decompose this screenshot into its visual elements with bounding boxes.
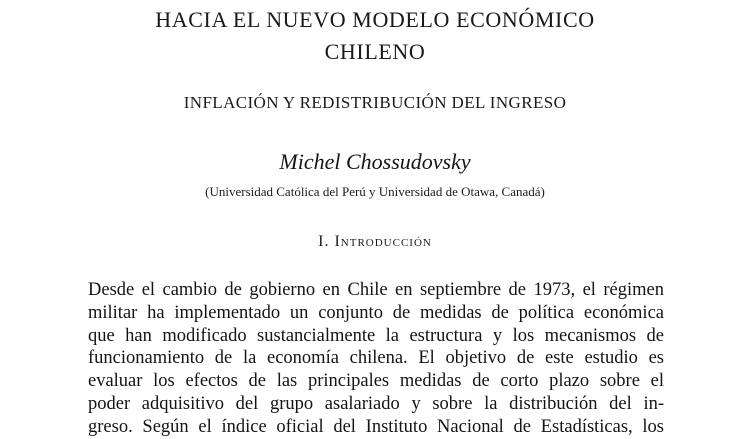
body-line: que han modificado sustancialmente la estructura y los mecanismos de (88, 325, 664, 346)
author-name: Michel Chossudovsky (279, 149, 471, 174)
body-paragraph (88, 279, 664, 439)
article-subtitle: INFLACIÓN Y REDISTRIBUCIÓN DEL INGRESO (183, 93, 567, 112)
article-title-line-2: CHILENO (324, 39, 426, 64)
body-line: militar ha implementado un conjunto de medidas de política económica (88, 302, 664, 323)
body-line: greso. Según el índice oficial del Instituto Nacional de Estadísticas, los (88, 416, 664, 437)
author-affiliation: (Universidad Católica del Perú y Universidad de Otawa, Canadá) (205, 184, 545, 199)
body-line: Desde el cambio de gobierno en Chile en septiembre de 1973, el régimen (88, 280, 664, 300)
section-heading: I. Introducción (318, 233, 432, 250)
body-line: funcionamiento de la economía chilena. El objetivo de este estudio es (88, 348, 664, 369)
article-title-line-1: HACIA EL NUEVO MODELO ECONÓMICO (155, 7, 595, 32)
body-line: poder adquisitivo del grupo asalariado y sobre la distribución del in- (88, 393, 664, 414)
body-line: evaluar los efectos de las principales medidas de corto plazo sobre el (88, 371, 664, 392)
